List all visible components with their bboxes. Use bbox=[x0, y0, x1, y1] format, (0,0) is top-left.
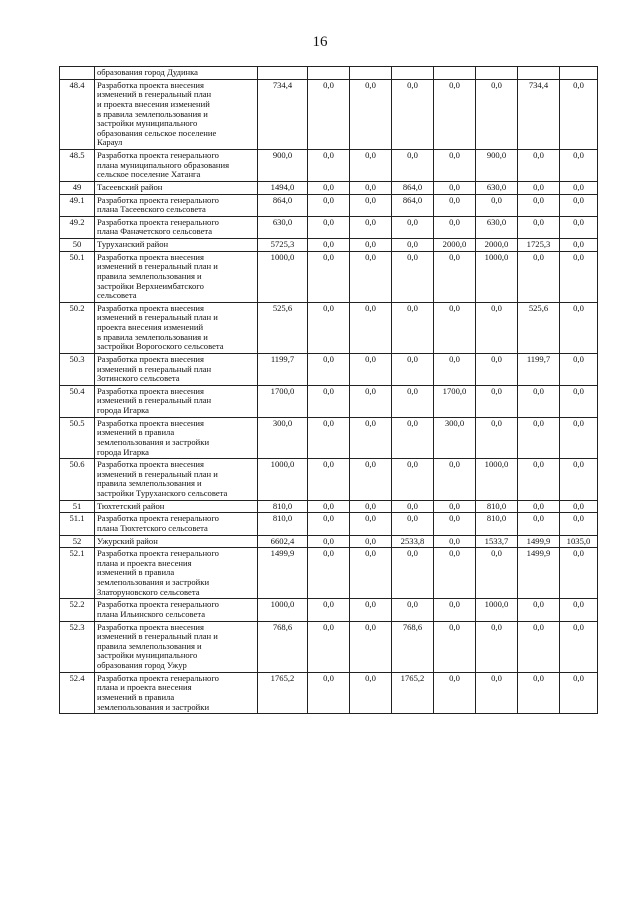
value-cell: 0,0 bbox=[308, 216, 350, 238]
value-cell: 1000,0 bbox=[476, 459, 518, 501]
value-cell: 0,0 bbox=[434, 302, 476, 353]
value-cell: 0,0 bbox=[518, 513, 560, 535]
value-cell: 0,0 bbox=[518, 417, 560, 459]
value-cell: 0,0 bbox=[560, 599, 598, 621]
value-cell: 0,0 bbox=[350, 194, 392, 216]
value-cell: 300,0 bbox=[258, 417, 308, 459]
value-cell: 0,0 bbox=[518, 459, 560, 501]
value-cell: 5725,3 bbox=[258, 239, 308, 252]
value-cell: 1199,7 bbox=[518, 353, 560, 385]
value-cell: 0,0 bbox=[518, 385, 560, 417]
value-cell: 0,0 bbox=[392, 353, 434, 385]
value-cell: 0,0 bbox=[308, 621, 350, 672]
value-cell: 1000,0 bbox=[476, 251, 518, 302]
row-number: 50.1 bbox=[60, 251, 95, 302]
value-cell: 0,0 bbox=[434, 459, 476, 501]
value-cell: 0,0 bbox=[518, 216, 560, 238]
value-cell: 0,0 bbox=[434, 150, 476, 182]
value-cell: 0,0 bbox=[350, 239, 392, 252]
value-cell: 1000,0 bbox=[258, 599, 308, 621]
value-cell: 630,0 bbox=[258, 216, 308, 238]
row-description: Разработка проекта генерального плана и проекта внесения изменений в правила землепользования и застройки bbox=[95, 672, 258, 714]
row-description: Разработка проекта генерального плана Тюхтетского сельсовета bbox=[95, 513, 258, 535]
value-cell: 0,0 bbox=[476, 548, 518, 599]
value-cell: 0,0 bbox=[350, 251, 392, 302]
value-cell: 0,0 bbox=[434, 500, 476, 513]
value-cell: 0,0 bbox=[434, 194, 476, 216]
value-cell bbox=[434, 67, 476, 80]
row-description: Разработка проекта внесения изменений в правила землепользования и застройки города Игарка bbox=[95, 417, 258, 459]
value-cell: 864,0 bbox=[392, 194, 434, 216]
value-cell: 1000,0 bbox=[258, 251, 308, 302]
value-cell: 1533,7 bbox=[476, 535, 518, 548]
value-cell: 0,0 bbox=[350, 417, 392, 459]
value-cell: 0,0 bbox=[560, 150, 598, 182]
value-cell: 810,0 bbox=[476, 513, 518, 535]
value-cell: 0,0 bbox=[434, 535, 476, 548]
value-cell: 0,0 bbox=[350, 548, 392, 599]
table-row bbox=[60, 500, 598, 513]
row-number bbox=[60, 67, 95, 80]
value-cell: 0,0 bbox=[434, 79, 476, 149]
value-cell: 1199,7 bbox=[258, 353, 308, 385]
value-cell: 0,0 bbox=[518, 194, 560, 216]
table-row bbox=[60, 621, 598, 672]
value-cell: 0,0 bbox=[308, 353, 350, 385]
value-cell: 0,0 bbox=[308, 672, 350, 714]
value-cell: 0,0 bbox=[476, 385, 518, 417]
value-cell: 0,0 bbox=[434, 672, 476, 714]
value-cell: 6602,4 bbox=[258, 535, 308, 548]
value-cell: 1000,0 bbox=[476, 599, 518, 621]
value-cell: 0,0 bbox=[518, 500, 560, 513]
row-number: 52.1 bbox=[60, 548, 95, 599]
value-cell: 0,0 bbox=[350, 513, 392, 535]
value-cell: 0,0 bbox=[392, 513, 434, 535]
value-cell: 0,0 bbox=[476, 672, 518, 714]
value-cell: 0,0 bbox=[308, 385, 350, 417]
value-cell: 0,0 bbox=[350, 150, 392, 182]
value-cell: 810,0 bbox=[476, 500, 518, 513]
row-description: Разработка проекта внесения изменений в генеральный план и проекта внесения изменений в правила землепользования и застройки муниципального образования сельское поселение Караул bbox=[95, 79, 258, 149]
row-number: 51.1 bbox=[60, 513, 95, 535]
value-cell: 300,0 bbox=[434, 417, 476, 459]
row-description: Тасеевский район bbox=[95, 181, 258, 194]
value-cell: 0,0 bbox=[434, 621, 476, 672]
value-cell: 0,0 bbox=[308, 302, 350, 353]
value-cell: 0,0 bbox=[350, 216, 392, 238]
row-description: Разработка проекта генерального плана и проекта внесения изменений в правила землепользования и застройки Златоруновского сельсовета bbox=[95, 548, 258, 599]
value-cell: 0,0 bbox=[560, 79, 598, 149]
table-row bbox=[60, 251, 598, 302]
table-row bbox=[60, 513, 598, 535]
value-cell: 0,0 bbox=[350, 535, 392, 548]
row-description: Разработка проекта внесения изменений в генеральный план и проекта внесения изменений в правила землепользования и застройки Ворогоского сельсовета bbox=[95, 302, 258, 353]
value-cell: 0,0 bbox=[434, 548, 476, 599]
value-cell: 1499,9 bbox=[518, 535, 560, 548]
value-cell: 864,0 bbox=[258, 194, 308, 216]
value-cell: 0,0 bbox=[434, 251, 476, 302]
table-row bbox=[60, 79, 598, 149]
row-number: 52.2 bbox=[60, 599, 95, 621]
value-cell: 0,0 bbox=[308, 459, 350, 501]
table-row bbox=[60, 548, 598, 599]
value-cell: 0,0 bbox=[434, 513, 476, 535]
row-description: Разработка проекта внесения изменений в генеральный план и правила землепользования и застройки Туруханского сельсовета bbox=[95, 459, 258, 501]
value-cell bbox=[560, 67, 598, 80]
value-cell: 0,0 bbox=[308, 535, 350, 548]
table-row bbox=[60, 599, 598, 621]
row-number: 50.6 bbox=[60, 459, 95, 501]
value-cell: 0,0 bbox=[350, 500, 392, 513]
row-number: 52.3 bbox=[60, 621, 95, 672]
value-cell: 810,0 bbox=[258, 500, 308, 513]
value-cell: 0,0 bbox=[434, 599, 476, 621]
value-cell bbox=[392, 67, 434, 80]
value-cell: 0,0 bbox=[518, 181, 560, 194]
value-cell: 0,0 bbox=[350, 459, 392, 501]
row-number: 48.5 bbox=[60, 150, 95, 182]
value-cell: 0,0 bbox=[560, 459, 598, 501]
value-cell: 0,0 bbox=[560, 194, 598, 216]
value-cell: 0,0 bbox=[476, 302, 518, 353]
row-description: Туруханский район bbox=[95, 239, 258, 252]
row-description: Разработка проекта генерального плана Ильинского сельсовета bbox=[95, 599, 258, 621]
value-cell: 0,0 bbox=[560, 216, 598, 238]
value-cell: 0,0 bbox=[476, 353, 518, 385]
table-row bbox=[60, 194, 598, 216]
table-row bbox=[60, 239, 598, 252]
value-cell: 0,0 bbox=[392, 459, 434, 501]
value-cell: 0,0 bbox=[392, 302, 434, 353]
value-cell: 0,0 bbox=[476, 417, 518, 459]
value-cell: 525,6 bbox=[518, 302, 560, 353]
row-description: Разработка проекта внесения изменений в генеральный план Зотинского сельсовета bbox=[95, 353, 258, 385]
value-cell: 0,0 bbox=[434, 216, 476, 238]
value-cell: 0,0 bbox=[518, 150, 560, 182]
value-cell: 0,0 bbox=[308, 548, 350, 599]
value-cell: 0,0 bbox=[560, 513, 598, 535]
row-number: 49.1 bbox=[60, 194, 95, 216]
value-cell: 0,0 bbox=[476, 79, 518, 149]
value-cell: 630,0 bbox=[476, 181, 518, 194]
row-number: 49.2 bbox=[60, 216, 95, 238]
value-cell: 0,0 bbox=[560, 239, 598, 252]
value-cell: 0,0 bbox=[308, 239, 350, 252]
row-description: образования город Дудинка bbox=[95, 67, 258, 80]
value-cell: 0,0 bbox=[350, 79, 392, 149]
value-cell: 0,0 bbox=[392, 500, 434, 513]
value-cell: 1725,3 bbox=[518, 239, 560, 252]
table-row bbox=[60, 672, 598, 714]
value-cell: 0,0 bbox=[434, 181, 476, 194]
value-cell: 0,0 bbox=[560, 353, 598, 385]
value-cell: 1035,0 bbox=[560, 535, 598, 548]
value-cell: 0,0 bbox=[392, 385, 434, 417]
row-description: Разработка проекта генерального плана Тасеевского сельсовета bbox=[95, 194, 258, 216]
table-row bbox=[60, 150, 598, 182]
value-cell: 0,0 bbox=[560, 181, 598, 194]
value-cell: 0,0 bbox=[350, 302, 392, 353]
value-cell: 0,0 bbox=[434, 353, 476, 385]
row-description: Разработка проекта генерального плана Фаначетского сельсовета bbox=[95, 216, 258, 238]
table-row bbox=[60, 385, 598, 417]
value-cell: 0,0 bbox=[518, 599, 560, 621]
value-cell: 0,0 bbox=[392, 79, 434, 149]
table-row bbox=[60, 535, 598, 548]
value-cell: 0,0 bbox=[392, 216, 434, 238]
value-cell: 810,0 bbox=[258, 513, 308, 535]
value-cell bbox=[476, 67, 518, 80]
value-cell: 1499,9 bbox=[258, 548, 308, 599]
value-cell: 0,0 bbox=[392, 417, 434, 459]
value-cell: 0,0 bbox=[392, 548, 434, 599]
row-number: 50.3 bbox=[60, 353, 95, 385]
value-cell: 0,0 bbox=[560, 548, 598, 599]
value-cell: 2533,8 bbox=[392, 535, 434, 548]
value-cell: 0,0 bbox=[560, 500, 598, 513]
value-cell: 900,0 bbox=[258, 150, 308, 182]
value-cell: 0,0 bbox=[392, 239, 434, 252]
value-cell: 0,0 bbox=[308, 417, 350, 459]
value-cell: 1700,0 bbox=[434, 385, 476, 417]
value-cell: 0,0 bbox=[518, 672, 560, 714]
row-number: 50 bbox=[60, 239, 95, 252]
value-cell: 0,0 bbox=[350, 672, 392, 714]
value-cell: 864,0 bbox=[392, 181, 434, 194]
row-number: 50.4 bbox=[60, 385, 95, 417]
value-cell: 0,0 bbox=[518, 251, 560, 302]
row-description: Ужурский район bbox=[95, 535, 258, 548]
row-description: Тюхтетский район bbox=[95, 500, 258, 513]
budget-table bbox=[59, 66, 598, 714]
value-cell: 0,0 bbox=[518, 621, 560, 672]
value-cell: 0,0 bbox=[392, 599, 434, 621]
page-number: 16 bbox=[312, 34, 328, 50]
table-row bbox=[60, 302, 598, 353]
value-cell: 1700,0 bbox=[258, 385, 308, 417]
row-number: 50.5 bbox=[60, 417, 95, 459]
value-cell: 0,0 bbox=[308, 513, 350, 535]
value-cell: 0,0 bbox=[308, 599, 350, 621]
table-row bbox=[60, 459, 598, 501]
value-cell: 0,0 bbox=[560, 385, 598, 417]
value-cell: 0,0 bbox=[350, 621, 392, 672]
value-cell: 0,0 bbox=[308, 251, 350, 302]
value-cell: 630,0 bbox=[476, 216, 518, 238]
value-cell bbox=[518, 67, 560, 80]
table-row bbox=[60, 67, 598, 80]
row-number: 50.2 bbox=[60, 302, 95, 353]
row-number: 48.4 bbox=[60, 79, 95, 149]
value-cell: 0,0 bbox=[560, 251, 598, 302]
table-row bbox=[60, 353, 598, 385]
row-number: 52 bbox=[60, 535, 95, 548]
value-cell: 0,0 bbox=[476, 194, 518, 216]
value-cell: 0,0 bbox=[350, 353, 392, 385]
table-body bbox=[60, 67, 598, 714]
value-cell: 1000,0 bbox=[258, 459, 308, 501]
value-cell: 0,0 bbox=[560, 672, 598, 714]
value-cell bbox=[308, 67, 350, 80]
row-description: Разработка проекта генерального плана муниципального образования сельское поселение Хатанга bbox=[95, 150, 258, 182]
value-cell: 734,4 bbox=[518, 79, 560, 149]
table-row bbox=[60, 216, 598, 238]
value-cell: 1765,2 bbox=[258, 672, 308, 714]
value-cell: 0,0 bbox=[308, 194, 350, 216]
row-description: Разработка проекта внесения изменений в генеральный план и правила землепользования и застройки Верхнеимбатского сельсовета bbox=[95, 251, 258, 302]
value-cell: 525,6 bbox=[258, 302, 308, 353]
value-cell: 768,6 bbox=[258, 621, 308, 672]
value-cell: 1765,2 bbox=[392, 672, 434, 714]
value-cell: 0,0 bbox=[308, 500, 350, 513]
row-description: Разработка проекта внесения изменений в генеральный план и правила землепользования и застройки муниципального образования город Ужур bbox=[95, 621, 258, 672]
table-row bbox=[60, 181, 598, 194]
value-cell: 768,6 bbox=[392, 621, 434, 672]
value-cell: 0,0 bbox=[392, 150, 434, 182]
value-cell: 734,4 bbox=[258, 79, 308, 149]
value-cell: 2000,0 bbox=[476, 239, 518, 252]
value-cell: 0,0 bbox=[308, 79, 350, 149]
value-cell: 0,0 bbox=[350, 181, 392, 194]
value-cell: 0,0 bbox=[476, 621, 518, 672]
value-cell: 900,0 bbox=[476, 150, 518, 182]
table-row bbox=[60, 417, 598, 459]
value-cell: 0,0 bbox=[308, 150, 350, 182]
value-cell: 0,0 bbox=[560, 417, 598, 459]
value-cell: 0,0 bbox=[350, 599, 392, 621]
value-cell: 1499,9 bbox=[518, 548, 560, 599]
value-cell bbox=[258, 67, 308, 80]
row-number: 51 bbox=[60, 500, 95, 513]
row-number: 52.4 bbox=[60, 672, 95, 714]
value-cell: 1494,0 bbox=[258, 181, 308, 194]
value-cell: 0,0 bbox=[560, 302, 598, 353]
value-cell: 0,0 bbox=[560, 621, 598, 672]
row-description: Разработка проекта внесения изменений в генеральный план города Игарка bbox=[95, 385, 258, 417]
value-cell: 0,0 bbox=[392, 251, 434, 302]
value-cell bbox=[350, 67, 392, 80]
row-number: 49 bbox=[60, 181, 95, 194]
value-cell: 0,0 bbox=[350, 385, 392, 417]
value-cell: 2000,0 bbox=[434, 239, 476, 252]
value-cell: 0,0 bbox=[308, 181, 350, 194]
